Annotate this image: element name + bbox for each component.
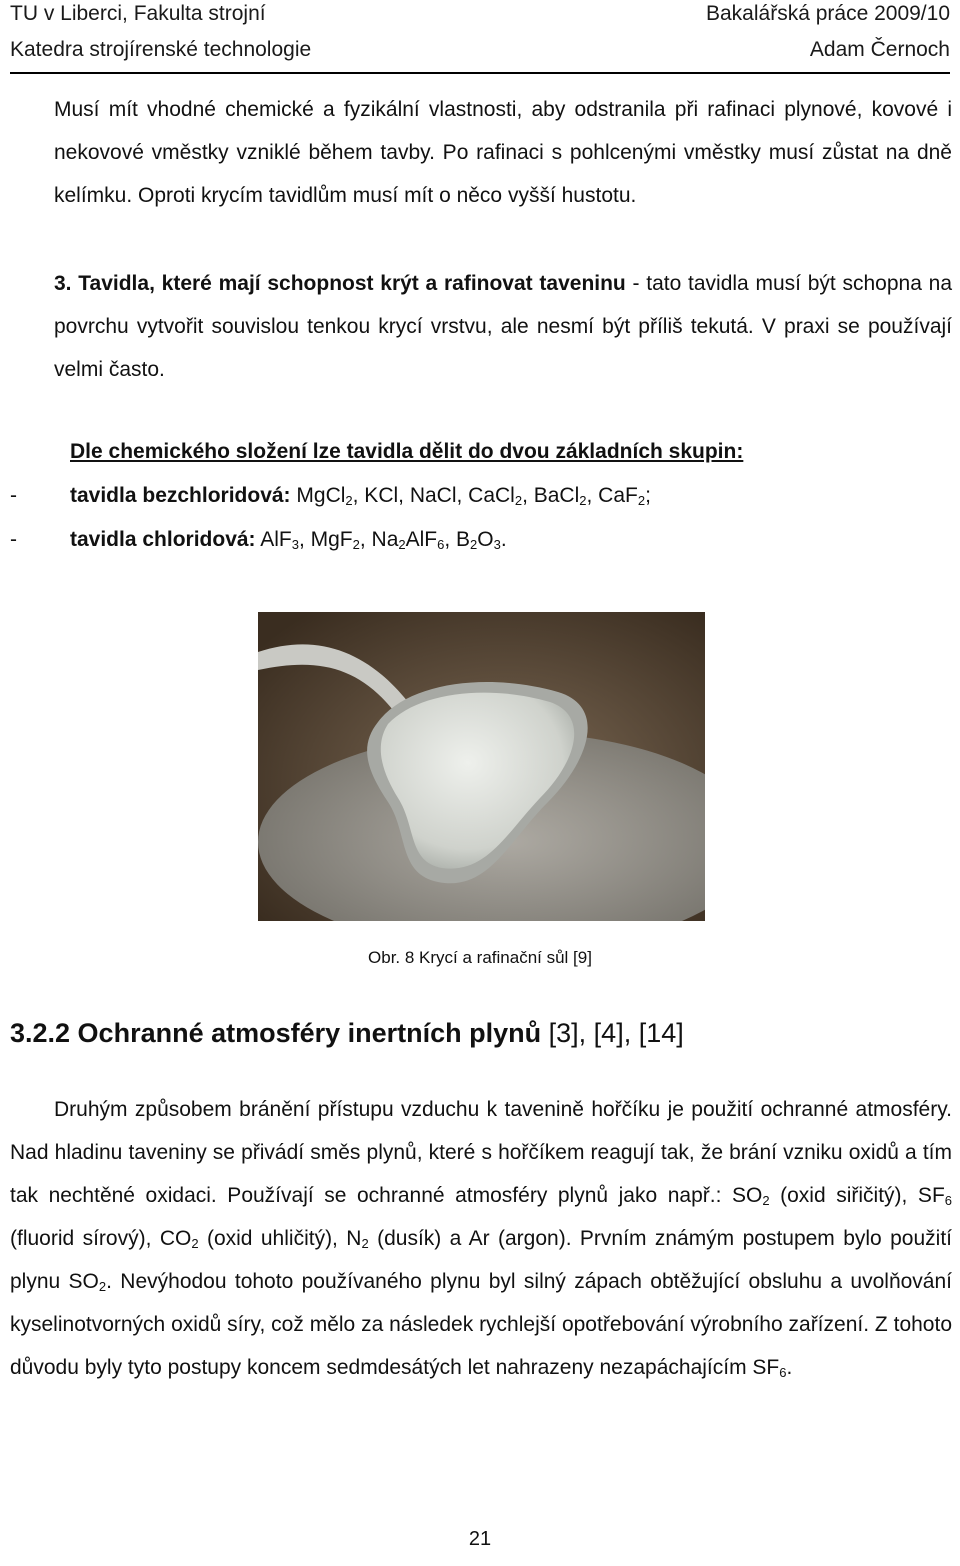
list-dash: - [10,528,17,551]
list-item-chloridova: - tavidla chloridová: AlF$_3$, MgF$_2$, $Na_2AlF_6$, $B_2O_3$. [10,528,507,552]
header-university: TU v Liberci, Fakulta strojní [10,2,266,25]
body-paragraph: Druhým způsobem bránění přístupu vzduchu k tavenině hořčíku je použití ochranné atmosféry. Nad hladinu taveniny se přivádí směs plynů, které s hořčíkem reagují tak, že brání vzniku oxidů a tím tak nechtěné oxidaci. Používají se ochranné atmosféry plynů jako např.: $SO_2$ (oxid siřičitý), $SF_6$ (fluorid sírový), $CO_2$ (oxid uhličitý), $N_2$ (dusík) a Ar (argon). Prvním známým postupem bylo použití plynu $SO_2$. Nevýhodou tohoto používaného plynu byl silný zápach obtěžující obsluhu a uvolňování kyselinotvorných oxidů síry, což mělo za následek rychlejší opotřebování výrobního zařízení. Z tohoto důvodu byly tyto postupy koncem sedmdesátých let nahrazeny nezapáchajícím $SF_6$. [10,1098,953,1380]
header-thesis-type: Bakalářská práce 2009/10 [706,2,950,25]
page-number: 21 [468,1528,492,1550]
intro-paragraph: Musí mít vhodné chemické a fyzikální vlastnosti, aby odstranila při rafinaci plynové, kovové i nekovové vměstky vzniklé během tavby. Po rafinaci s pohlcenými vměstky musí zůstat na dně kelímku. Oproti krycím tavidlům musí mít o něco vyšší hustotu. [54,98,952,207]
list-item-3 [54,262,952,391]
page-header-bottom [10,38,950,74]
figure-photo [258,612,705,921]
page-header-top [10,2,950,30]
salt-scoop-illustration [258,612,705,921]
figure-caption: Obr. 8 Krycí a rafinační sůl [9] [368,948,592,967]
list-item-bezchloridova: - tavidla bezchloridová: MgCl$_2$, KCl, NaCl, CaCl$_2$, BaCl$_2$, CaF$_2$; [10,484,651,508]
list-label: tavidla chloridová: [70,528,256,551]
list-label: tavidla bezchloridová: [70,484,291,507]
header-author: Adam Černoch [809,38,950,61]
header-department: Katedra strojírenské technologie [10,38,312,61]
groups-heading: Dle chemického složení lze tavidla dělit do dvou základních skupin: [70,440,744,463]
section-heading [10,1018,684,1049]
section-refs: [3], [4], [14] [541,1018,684,1048]
section-title: 3.2.2 Ochranné atmosféry inertních plynů [10,1018,542,1048]
list-dash: - [10,484,17,507]
item-3-text: - tato tavidla musí být schopna na povrchu vytvořit souvislou tenkou krycí vrstvu, ale nesmí být příliš tekutá. V praxi se používají velmi často. [54,272,952,381]
item-3-heading: 3. Tavidla, které mají schopnost krýt a rafinovat taveninu [54,272,626,295]
body-paragraph-start: Druhým způsobem bránění přístupu vzduchu k tavenině hořčíku je použití ochranné atmosféry. Nad hladinu taveniny se přivádí směs plynů, které s hořčíkem reagují tak, že brání vzniku oxidů a tím tak nechtěné oxidaci. Používají se ochranné atmosféry plynů jako např.: [10,1098,952,1207]
